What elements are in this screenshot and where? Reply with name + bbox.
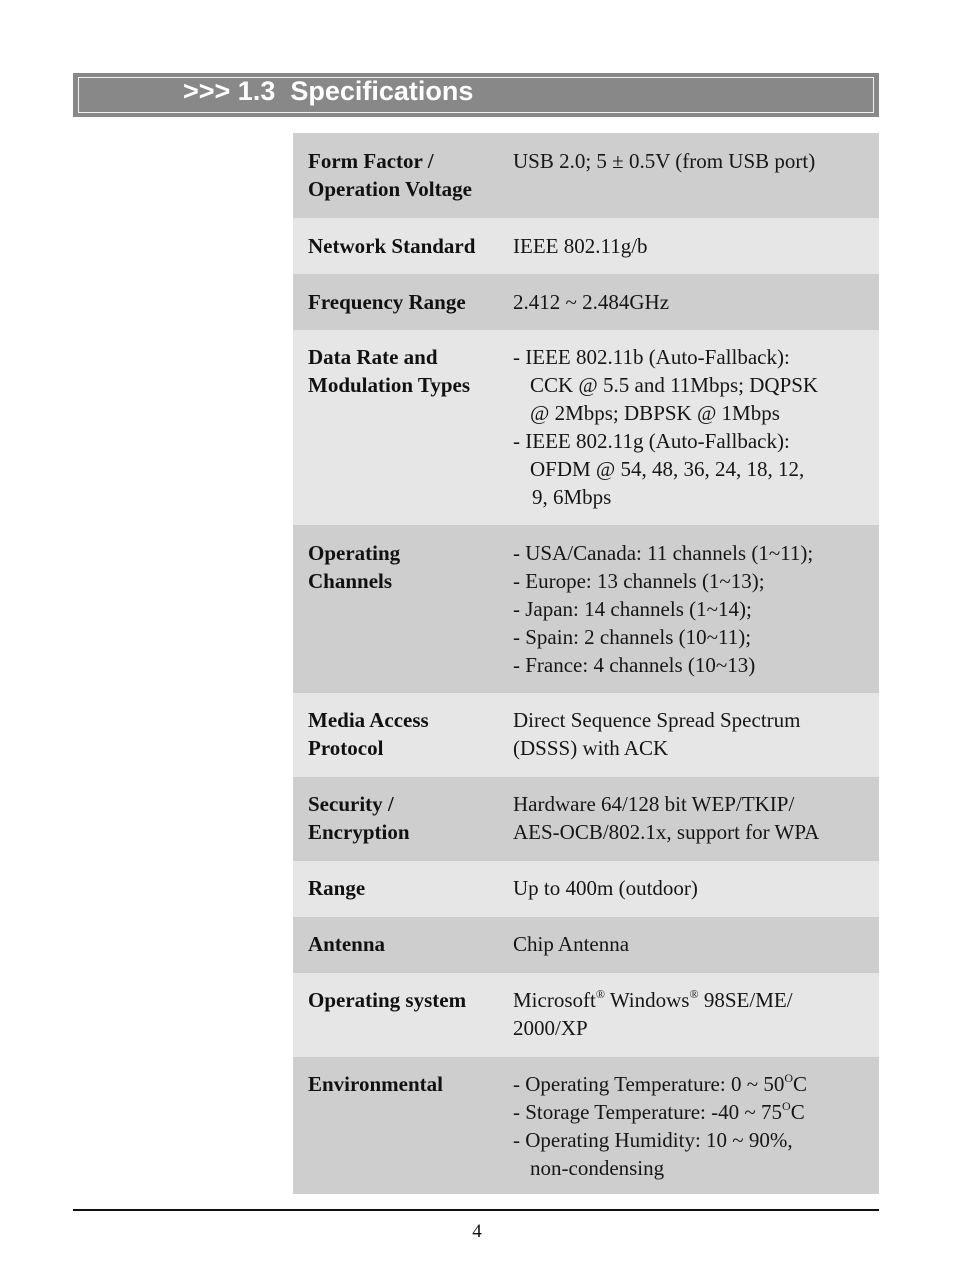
spec-value: Up to 400m (outdoor) [513,876,698,900]
spec-value: Direct Sequence Spread Spectrum (DSSS) with ACK [513,708,801,760]
spec-value: - IEEE 802.11b (Auto-Fallback): CCK @ 5.5 and 11Mbps; DQPSK @ 2Mbps; DBPSK @ 1Mbps - IEEE 802.11g (Auto-Fallback): OFDM @ 54, 48, 36, 24, 18, 12, 9, 6Mbps [513,345,819,509]
spec-label: Operating system [308,988,467,1012]
spec-value: - USA/Canada: 11 channels (1~11); - Europe: 13 channels (1~13); - Japan: 14 channels (1~14); - Spain: 2 channels (10~11); - France: 4 channels (10~13) [513,541,814,677]
spec-row-media-access [293,693,879,777]
spec-value: USB 2.0; 5 ± 0.5V (from USB port) [513,149,816,173]
spec-row-antenna [293,917,879,973]
spec-label: Operating Channels [308,541,401,593]
spec-row-range [293,861,879,917]
spec-label: Environmental [308,1072,443,1096]
page-number: 4 [472,1221,482,1242]
storage-temperature: - Storage Temperature: -40 ~ $75^OC$ [513,1099,805,1124]
spec-label: Data Rate and Modulation Types [308,345,471,397]
spec-row-operating-system [293,973,879,1057]
registered-mark: ® [689,987,699,1001]
spec-row-security [293,777,879,861]
spec-label: Media Access Protocol [308,708,429,760]
operating-temperature: - Operating Temperature: 0 ~ $50^OC$ [513,1071,808,1096]
spec-value: Chip Antenna [513,932,630,956]
specifications-table [293,133,879,1194]
footer-rule [73,1209,879,1211]
spec-row-frequency-range [293,274,879,330]
spec-value: - Operating Temperature: 0 ~ $50^OC$ - Storage Temperature: -40 ~ $75^OC$ - Operating Humidity: 10 ~ 90%, non-condensing [513,1071,808,1180]
spec-row-environmental [293,1057,879,1194]
section-title: >>> 1.3 Specifications [183,76,474,106]
os-line-1: Microsoft® Windows® 98SE/ME/ [513,987,793,1012]
spec-row-data-rate [293,330,879,525]
spec-label: Range [308,876,366,900]
spec-label: Network Standard [308,234,476,258]
spec-row-network-standard [293,218,879,274]
spec-row-operating-channels [293,525,879,693]
spec-label: Frequency Range [308,290,466,314]
spec-label: Antenna [308,932,386,956]
section-header-bar [73,73,879,117]
registered-mark: ® [595,987,605,1001]
spec-label: Form Factor / Operation Voltage [308,149,472,201]
spec-value: IEEE 802.11g/b [513,234,648,258]
spec-value: Hardware 64/128 bit WEP/TKIP/ AES-OCB/802.1x, support for WPA [513,792,820,844]
spec-row-form-factor [293,133,879,218]
spec-value: 2.412 ~ 2.484GHz [513,290,670,314]
spec-value: Microsoft® Windows® 98SE/ME/ 2000/XP [513,987,793,1040]
spec-label: Security / Encryption [308,792,410,844]
